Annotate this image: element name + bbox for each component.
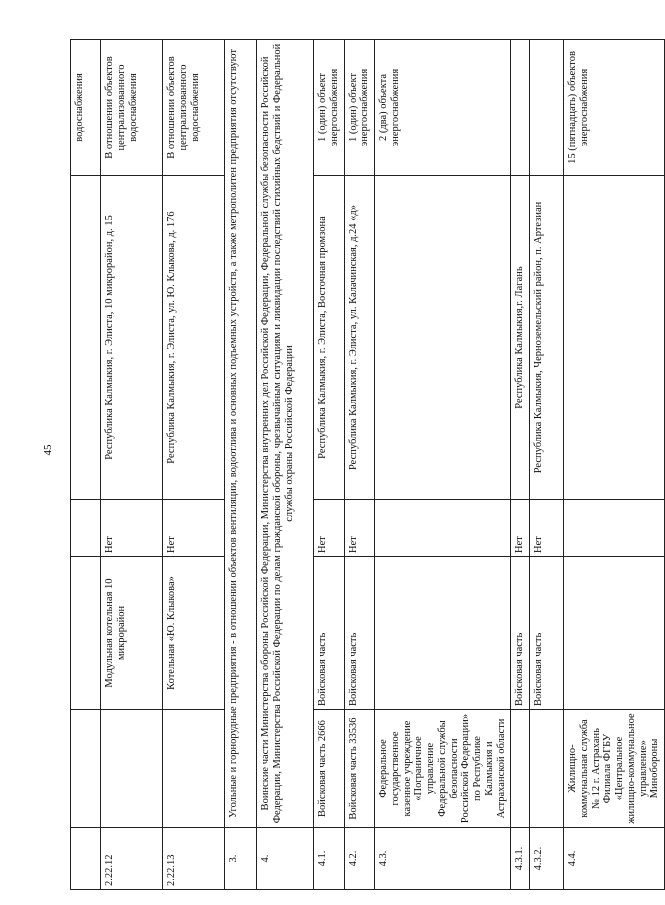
section-heading: Угольные и горнорудные предприятия - в отношении объектов вентиляции, водоотлива и основных подъемных устройств, а также метрополитен предприятия отсутствуют xyxy=(225,40,257,828)
cell-organization xyxy=(530,710,564,828)
cell-centralized xyxy=(564,500,665,557)
cell-number: 4.3.1. xyxy=(511,828,530,890)
objects-table xyxy=(70,39,665,890)
cell-centralized xyxy=(375,500,511,557)
cell-target: 2 (два) объекта энергоснабжения xyxy=(375,40,511,176)
cell-number: 2.22.13 xyxy=(163,828,225,890)
cell-organization xyxy=(163,710,225,828)
cell-object: Войсковая часть xyxy=(511,557,530,710)
cell-number: 3. xyxy=(225,828,257,890)
table-row xyxy=(71,40,101,890)
cell-target xyxy=(511,40,530,176)
cell-target: 1 (один) объект энергоснабжения xyxy=(344,40,375,176)
cell-number: 4.1. xyxy=(314,828,345,890)
table-row xyxy=(314,40,345,890)
table-row xyxy=(344,40,375,890)
cell-organization: Жилищно-коммунальная служба № 12 г. Астрахань Филиала ФГБУ «Центральное жилищно-коммунальное управление» Минобороны xyxy=(564,710,665,828)
cell-object: Модульная котельная 10 микрорайон xyxy=(101,557,163,710)
cell-number: 4.3. xyxy=(375,828,511,890)
table-row xyxy=(530,40,564,890)
cell-number: 4.4. xyxy=(564,828,665,890)
cell-target: 15 (пятнадцать) объектов энергоснабжения xyxy=(564,40,665,176)
table-row xyxy=(511,40,530,890)
cell-object xyxy=(71,557,101,710)
cell-organization xyxy=(511,710,530,828)
cell-object: Войсковая часть xyxy=(314,557,345,710)
section-heading: Воинские части Министерства обороны Российской Федерации, Министерства внутренних дел Российской Федерации, Федеральной службы безопасности Российской Федерации, Министерства Российской Федерации по делам гражданской обороны, чрезвычайным ситуациям и ликвидации последствий стихийных бедствий и Федеральной службы охраны Российской Федерации xyxy=(257,40,314,828)
cell-target: 1 (один) объект энергоснабжения xyxy=(314,40,345,176)
cell-object: Котельная «Ю. Клыкова» xyxy=(163,557,225,710)
page-number: 45 xyxy=(42,444,54,456)
cell-address: Республика Калмыкия, г. Элиста, ул. Калачинская, д.24 «д» xyxy=(344,176,375,500)
cell-organization: Федеральное государственное казенное учреждение «Пограничное управление Федеральной службы безопасности Российской Федерации» по Республике Калмыкия и Астраханской области xyxy=(375,710,511,828)
cell-organization: Войсковая часть 2666 xyxy=(314,710,345,828)
table-row xyxy=(225,40,257,890)
table-row xyxy=(257,40,314,890)
cell-address xyxy=(375,176,511,500)
cell-number: 2.22.12 xyxy=(101,828,163,890)
cell-object: Войсковая часть xyxy=(344,557,375,710)
cell-object xyxy=(564,557,665,710)
rotated-table-container xyxy=(70,40,661,890)
cell-target: В отношении объектов централизованного водоснабжения xyxy=(101,40,163,176)
cell-address: Республика Калмыкия, Черноземельский район, п. Артезиан xyxy=(530,176,564,500)
cell-centralized xyxy=(71,500,101,557)
cell-centralized: Нет xyxy=(344,500,375,557)
cell-object xyxy=(375,557,511,710)
cell-number: 4.2. xyxy=(344,828,375,890)
cell-address xyxy=(564,176,665,500)
table-row xyxy=(163,40,225,890)
table-row xyxy=(375,40,511,890)
cell-target xyxy=(530,40,564,176)
cell-object: Войсковая часть xyxy=(530,557,564,710)
cell-number: 4.3.2. xyxy=(530,828,564,890)
cell-centralized: Нет xyxy=(101,500,163,557)
cell-address: Республика Калмыкия, г. Элиста, Восточная промзона xyxy=(314,176,345,500)
cell-organization: Войсковая часть 33536 xyxy=(344,710,375,828)
cell-address: Республика Калмыкия, г. Элиста, 10 микрорайон, д. 15 xyxy=(101,176,163,500)
cell-organization xyxy=(101,710,163,828)
cell-number xyxy=(71,828,101,890)
cell-centralized: Нет xyxy=(530,500,564,557)
cell-target: В отношении объектов централизованного водоснабжения xyxy=(163,40,225,176)
cell-centralized: Нет xyxy=(511,500,530,557)
cell-address xyxy=(71,176,101,500)
table-row xyxy=(101,40,163,890)
cell-centralized: Нет xyxy=(163,500,225,557)
table-row xyxy=(564,40,665,890)
cell-target: водоснабжения xyxy=(71,40,101,176)
cell-number: 4. xyxy=(257,828,314,890)
cell-centralized: Нет xyxy=(314,500,345,557)
cell-address: Республика Калмыкия, г. Элиста, ул. Ю. Клыкова, д. 176 xyxy=(163,176,225,500)
cell-organization xyxy=(71,710,101,828)
cell-address: Республика Калмыкия,г. Лагань xyxy=(511,176,530,500)
